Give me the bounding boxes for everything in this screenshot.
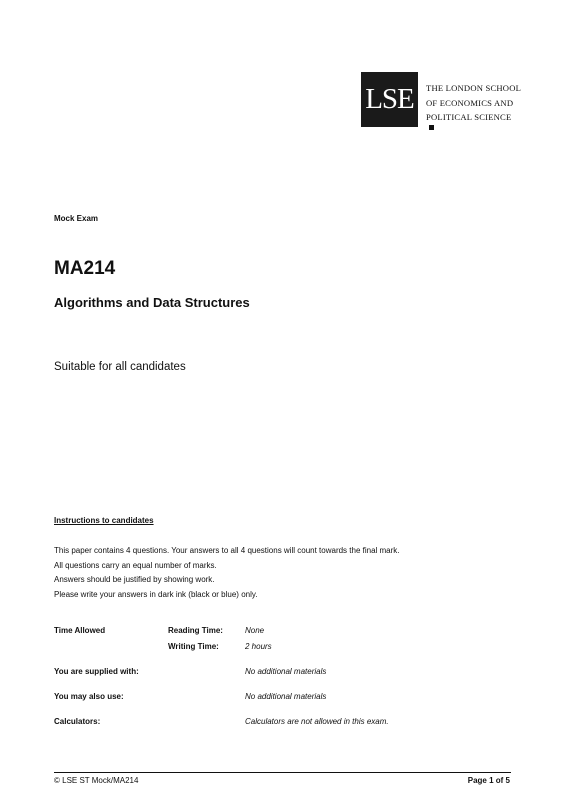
logo-line-3: POLITICAL SCIENCE bbox=[426, 110, 521, 130]
logo-line-1: THE LONDON SCHOOL bbox=[426, 83, 522, 93]
writing-time-value: 2 hours bbox=[245, 642, 272, 651]
lse-logo-text bbox=[426, 81, 521, 130]
reading-time-value: None bbox=[245, 626, 265, 635]
lse-logo-mark: LSE bbox=[361, 72, 418, 127]
supplied-value: No additional materials bbox=[245, 667, 327, 676]
instruction-line: All questions carry an equal number of marks. bbox=[54, 560, 217, 570]
course-code: MA214 bbox=[54, 258, 116, 279]
logo-line-2: OF ECONOMICS AND bbox=[426, 97, 514, 108]
footer-copyright: © LSE ST Mock/MA214 bbox=[54, 776, 139, 785]
suitable-for: Suitable for all candidates bbox=[54, 361, 186, 373]
instructions-heading: Instructions to candidates bbox=[54, 516, 154, 525]
exam-type: Mock Exam bbox=[54, 214, 99, 223]
footer-divider bbox=[54, 772, 511, 773]
course-title: Algorithms and Data Structures bbox=[54, 295, 250, 310]
writing-time-label: Writing Time: bbox=[168, 642, 219, 651]
instructions-list bbox=[54, 544, 400, 602]
reading-time-label: Reading Time: bbox=[168, 626, 223, 635]
supplied-label: You are supplied with: bbox=[54, 667, 139, 676]
time-allowed-label: Time Allowed bbox=[54, 626, 106, 635]
instruction-line: This paper contains 4 questions. Your answers to all 4 questions will count towards the final mark. bbox=[54, 546, 400, 555]
instruction-line: Answers should be justified by showing work. bbox=[54, 575, 215, 584]
logo-square-icon bbox=[429, 125, 434, 130]
page-number: Page 1 of 5 bbox=[467, 776, 510, 785]
may-use-label: You may also use: bbox=[54, 692, 124, 701]
calculators-label: Calculators: bbox=[54, 717, 101, 726]
calculators-value: Calculators are not allowed in this exam. bbox=[245, 717, 389, 726]
may-use-value: No additional materials bbox=[245, 692, 327, 701]
instruction-line: Please write your answers in dark ink (black or blue) only. bbox=[54, 589, 258, 599]
